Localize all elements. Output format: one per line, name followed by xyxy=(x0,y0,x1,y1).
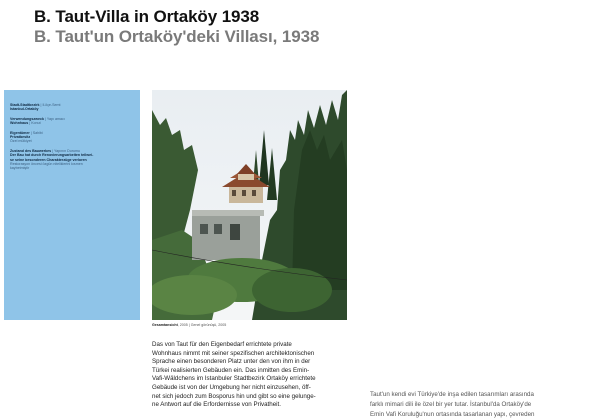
info-group xyxy=(10,103,134,112)
photo-caption-rest: , 2005 | Genel görünüşü, 2005 xyxy=(177,323,227,327)
info-key: Wohnhaus xyxy=(10,121,29,126)
info-key: Stadt-Stadtbezirk xyxy=(10,103,40,107)
info-line: Verwendungszweck | Yapı amacı xyxy=(10,116,65,121)
info-value: Özel mülkiyet xyxy=(10,139,32,144)
info-line: Wohnhaus | Konut xyxy=(10,121,41,126)
info-value: Sahibi xyxy=(32,130,43,135)
villa-photo xyxy=(152,90,347,320)
body-line: Taut'un kendi evi Türkiye'de inşa edilen tasarımları arasında xyxy=(370,391,534,398)
body-line: Gebäude ist von der Umgebung her nicht einzusehen, öff- xyxy=(152,383,311,391)
page-subtitle: B. Taut'un Ortaköy'deki Villası, 1938 xyxy=(34,27,320,46)
info-key: Der Bau hat durch Renovierungsarbeiten teilwei- xyxy=(10,153,94,158)
body-line: ne Antwort auf die Erfordernisse von Privatheit. xyxy=(152,401,281,409)
info-key: Istanbul-Ortaköy xyxy=(10,107,39,112)
info-group xyxy=(10,149,134,171)
info-key: Zustand des Bauwerkes xyxy=(10,148,52,153)
body-line: farklı mimari dili ile özel bir yer tutar. İstanbul'da Ortaköy'de xyxy=(370,400,532,408)
info-group xyxy=(10,131,134,144)
body-line: Emin Vafi Koruluğu'nun ortasında tasarlanan yapı, çevreden xyxy=(370,410,535,418)
photo-caption xyxy=(152,323,226,327)
body-text-german xyxy=(152,341,348,410)
info-box xyxy=(4,90,140,320)
body-line: net sich jedoch zum Bosporus hin und gibt so eine gelunge- xyxy=(152,392,316,400)
info-line: Zustand des Bauwerkes | Yapının Durumu xyxy=(10,148,80,153)
info-value: Restorasyon öncesi özgün niteliklerini kısmen xyxy=(10,162,83,167)
info-value: İl-ilçe-Semt xyxy=(42,103,61,107)
info-value: Konut xyxy=(31,121,41,126)
info-key: Privatbesitz xyxy=(10,135,31,140)
info-key: Verwendungszweck xyxy=(10,116,44,121)
info-line xyxy=(10,139,134,143)
body-text-turkish xyxy=(370,390,570,419)
info-value: kaybetmiştir xyxy=(10,166,30,171)
info-value: Yapının Durumu xyxy=(54,148,80,153)
body-line: Türkei realisierten Gebäuden ein. Das inmitten des Emin- xyxy=(152,366,310,374)
photo-caption-bold: Gesamtansicht xyxy=(152,323,178,327)
body-line: Sprache einen besonderen Platz unter den von ihm in der xyxy=(152,358,311,366)
villa-photo-image xyxy=(152,90,347,320)
info-key: Eigentümer xyxy=(10,130,30,135)
body-line: Vafi-Wäldchens im Istanbuler Stadtbezirk Ortaköy errichtete xyxy=(152,375,316,383)
info-value: Yapı amacı xyxy=(46,116,65,121)
info-group xyxy=(10,117,134,126)
page-title: B. Taut-Villa in Ortaköy 1938 xyxy=(34,7,260,26)
body-line: Das von Taut für den Eigenbedarf errichtete private xyxy=(152,341,292,348)
info-line: Eigentümer | Sahibi xyxy=(10,130,43,135)
info-key: se seine besonderen Charakterzüge verloren xyxy=(10,157,87,162)
info-line: Stadt-Stadtbezirk | İl-ilçe-Semt xyxy=(10,103,61,107)
body-line: Wohnhaus nimmt mit seiner spezifischen architektonischen xyxy=(152,349,315,357)
info-line xyxy=(10,107,134,111)
info-line xyxy=(10,166,134,170)
